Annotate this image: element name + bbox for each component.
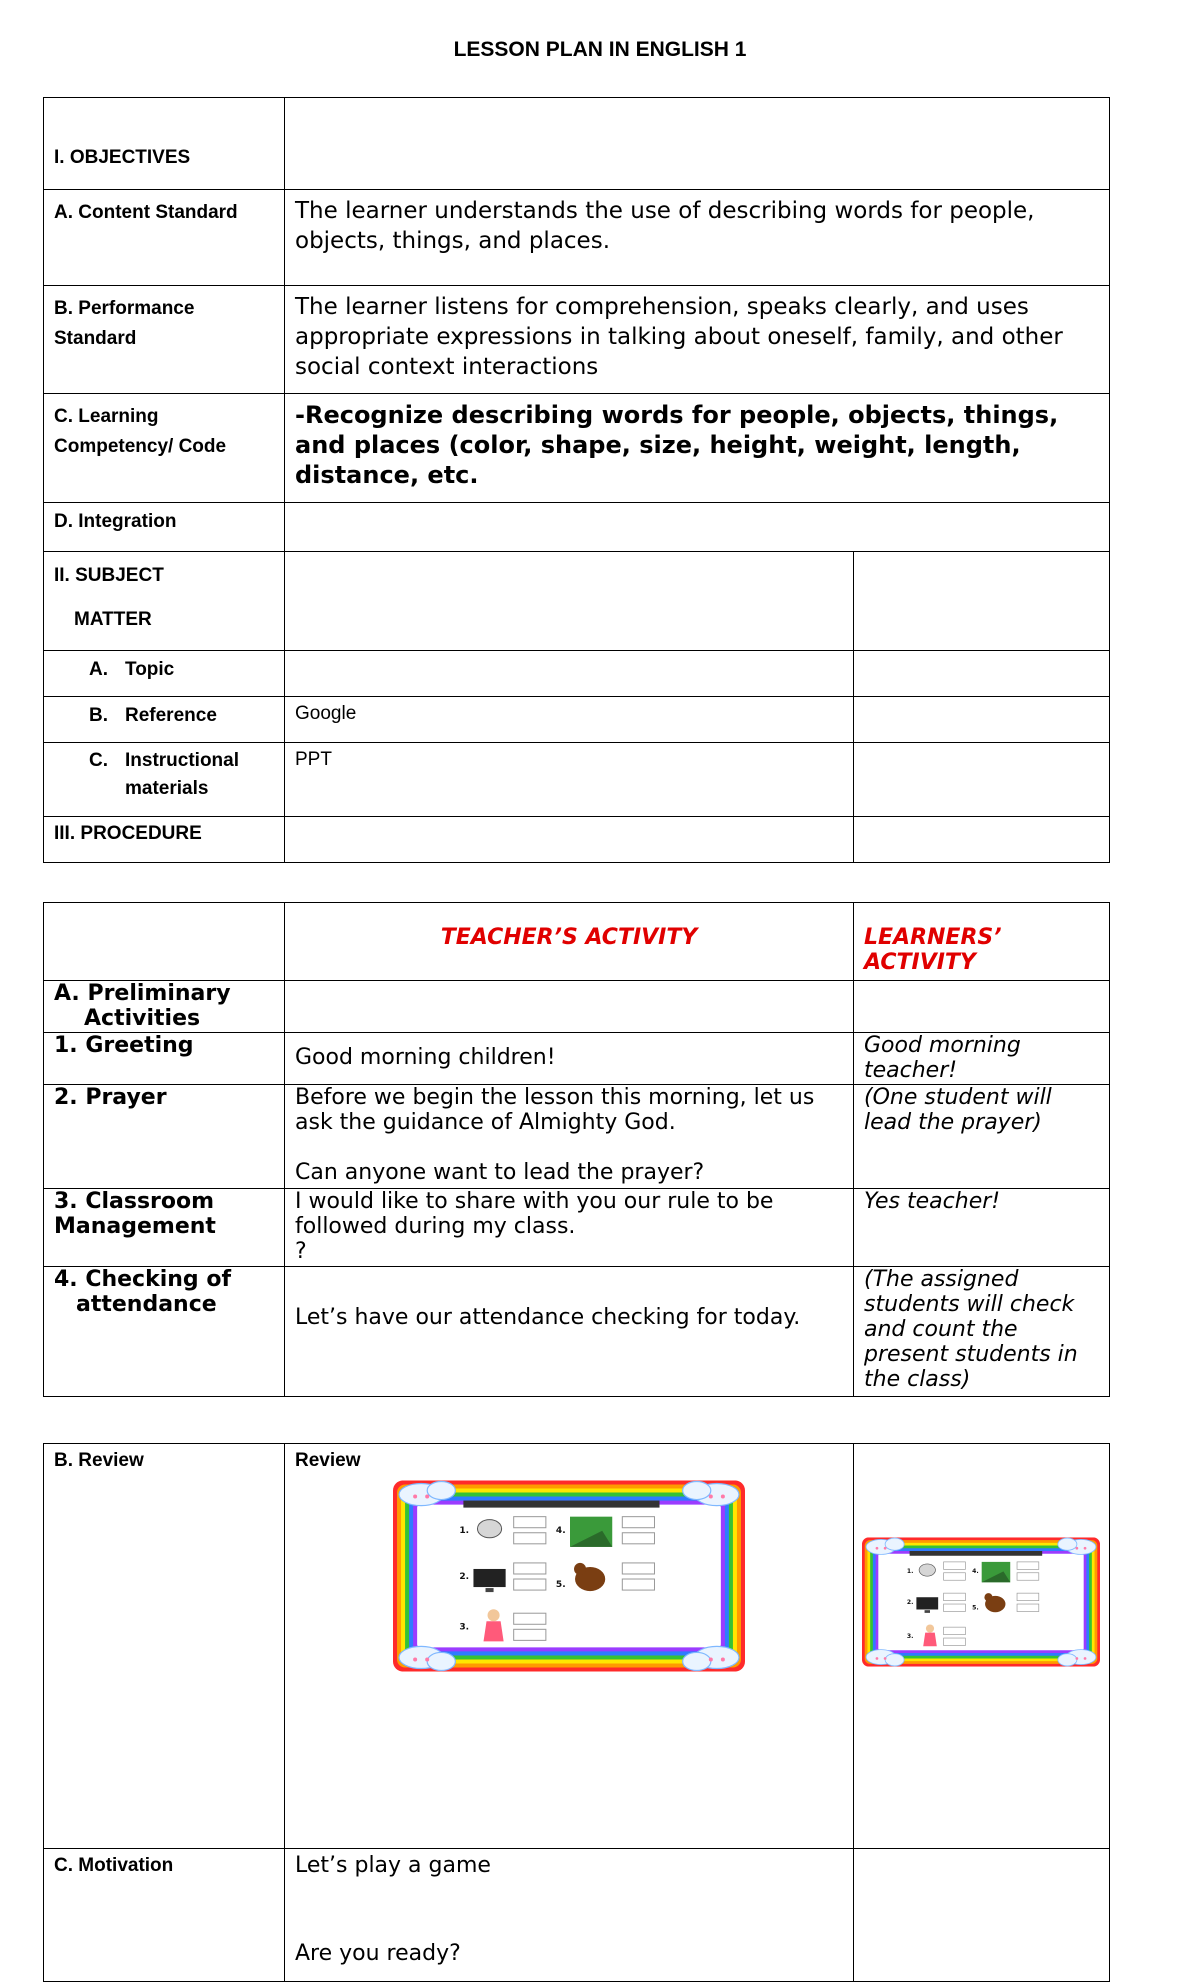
attendance-teacher: Let’s have our attendance checking for today. xyxy=(285,1267,854,1397)
motivation-label: C. Motivation xyxy=(44,1849,285,1982)
preliminary-teacher xyxy=(285,981,854,1033)
reference-value: Google xyxy=(285,697,854,743)
integration-label: D. Integration xyxy=(44,503,285,552)
procedure-learner xyxy=(854,817,1110,863)
review-table xyxy=(43,1443,1110,1982)
preliminary-line1: A. Preliminary xyxy=(54,981,231,1006)
objectives-value xyxy=(285,98,1110,190)
materials-value: PPT xyxy=(285,743,854,817)
motivation-line1: Let’s play a game xyxy=(295,1853,491,1878)
motivation-teacher xyxy=(285,1849,854,1982)
materials-text: Instructional materials xyxy=(125,750,240,799)
motivation-line2: Are you ready? xyxy=(295,1941,461,1966)
review-worksheet-image-small xyxy=(862,1536,1100,1668)
learning-competency-label: C. Learning Competency/ Code xyxy=(44,394,285,503)
classroom-learner: Yes teacher! xyxy=(854,1189,1110,1267)
procedure-label: III. PROCEDURE xyxy=(44,817,285,863)
content-standard-value: The learner understands the use of describing words for people, objects, things, and places. xyxy=(285,190,1110,286)
prayer-learner: (One student will lead the prayer) xyxy=(854,1085,1110,1189)
content-standard-label: A. Content Standard xyxy=(44,190,285,286)
prayer-label: 2. Prayer xyxy=(44,1085,285,1189)
prayer-teacher-line1: Before we begin the lesson this morning, let us ask the guidance of Almighty God. xyxy=(295,1085,815,1135)
topic-value xyxy=(285,651,854,697)
teacher-activity-header: TEACHER’S ACTIVITY xyxy=(285,903,854,981)
preliminary-learner xyxy=(854,981,1110,1033)
prayer-teacher xyxy=(285,1085,854,1189)
reference-text: Reference xyxy=(125,705,217,726)
learner-activity-header: LEARNERS’ ACTIVITY xyxy=(854,903,1110,981)
activities-corner xyxy=(44,903,285,981)
preliminary-label xyxy=(44,981,285,1033)
materials-label xyxy=(44,743,285,817)
attendance-line2: attendance xyxy=(76,1292,217,1317)
attendance-line1: 4. Checking of xyxy=(54,1267,232,1292)
page-title: LESSON PLAN IN ENGLISH 1 xyxy=(453,38,747,61)
topic-label xyxy=(44,651,285,697)
topic-text: Topic xyxy=(125,659,175,680)
preliminary-line2: Activities xyxy=(84,1006,201,1031)
greeting-teacher: Good morning children! xyxy=(285,1033,854,1085)
classroom-teacher xyxy=(285,1189,854,1267)
materials-num: C. xyxy=(89,750,108,771)
subject-matter-label xyxy=(44,552,285,651)
reference-num: B. xyxy=(89,705,108,726)
activities-table xyxy=(43,902,1110,1397)
classroom-label xyxy=(44,1189,285,1267)
review-teacher xyxy=(285,1444,854,1849)
reference-label xyxy=(44,697,285,743)
review-worksheet-image xyxy=(393,1480,745,1672)
review-title: Review xyxy=(295,1450,361,1471)
motivation-learner xyxy=(854,1849,1110,1982)
classroom-line1: 3. Classroom xyxy=(54,1189,215,1214)
procedure-value xyxy=(285,817,854,863)
topic-learner xyxy=(854,651,1110,697)
topic-num: A. xyxy=(89,659,108,680)
subject-matter-line2: MATTER xyxy=(74,609,152,630)
greeting-learner: Good morning teacher! xyxy=(854,1033,1110,1085)
learning-competency-value: -Recognize describing words for people, objects, things, and places (color, shape, size, height, weight, length, distance, etc. xyxy=(285,394,1110,503)
greeting-label: 1. Greeting xyxy=(44,1033,285,1085)
performance-standard-label: B. Performance Standard xyxy=(44,286,285,394)
classroom-teacher-line1: I would like to share with you our rule to be followed during my class. xyxy=(295,1189,774,1239)
prayer-teacher-line2: Can anyone want to lead the prayer? xyxy=(295,1160,705,1185)
reference-learner xyxy=(854,697,1110,743)
performance-standard-value: The learner listens for comprehension, speaks clearly, and uses appropriate expressions in talking about oneself, family, and other social context interactions xyxy=(285,286,1110,394)
objectives-label: I. OBJECTIVES xyxy=(44,98,285,190)
classroom-line2: Management xyxy=(54,1214,216,1239)
objectives-table xyxy=(43,97,1110,863)
integration-value xyxy=(285,503,1110,552)
attendance-label xyxy=(44,1267,285,1397)
materials-learner xyxy=(854,743,1110,817)
classroom-teacher-line2: ? xyxy=(295,1239,307,1264)
review-label: B. Review xyxy=(44,1444,285,1849)
review-learner xyxy=(854,1444,1110,1849)
subject-matter-learner xyxy=(854,552,1110,651)
subject-matter-value xyxy=(285,552,854,651)
subject-matter-line1: II. SUBJECT xyxy=(54,565,164,586)
attendance-learner: (The assigned students will check and count the present students in the class) xyxy=(854,1267,1110,1397)
